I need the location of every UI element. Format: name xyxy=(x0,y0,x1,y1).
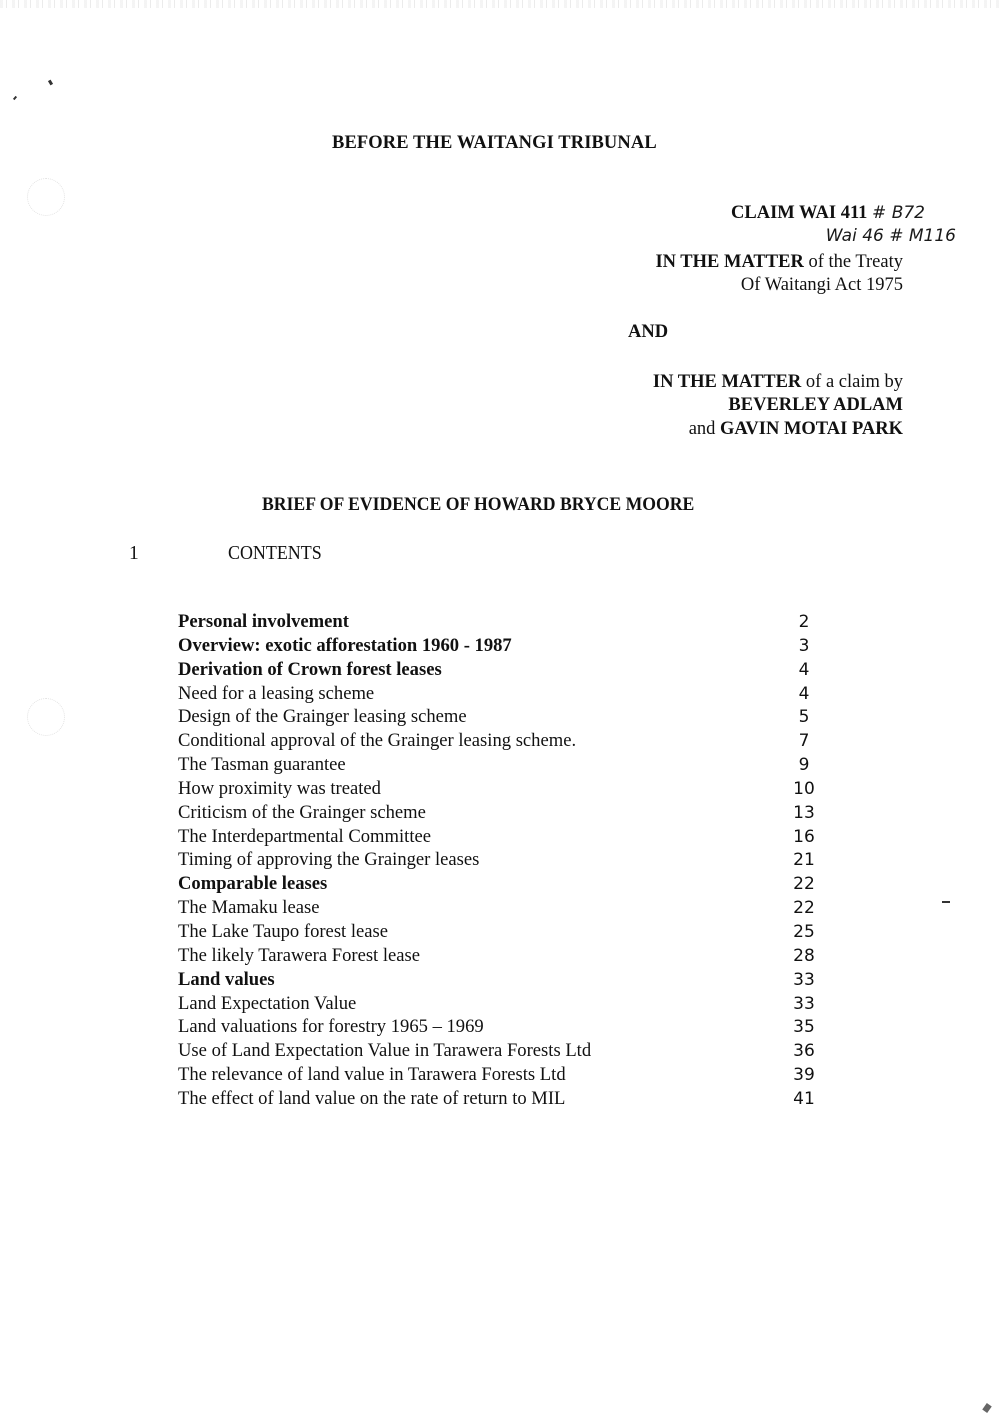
toc-label: Land Expectation Value xyxy=(178,992,357,1014)
section-number: 1 xyxy=(129,543,139,564)
matter-2-line-1 xyxy=(653,372,903,393)
tribunal-header: BEFORE THE WAITANGI TRIBUNAL xyxy=(332,133,657,153)
claim-reference: CLAIM WAI 411 xyxy=(731,203,868,223)
scan-speck xyxy=(13,96,17,100)
toc-page-number: 10 xyxy=(793,778,815,799)
toc-row xyxy=(178,992,828,1016)
toc-page-number: 41 xyxy=(793,1088,815,1109)
toc-row xyxy=(178,753,828,777)
toc-page-number: 7 xyxy=(798,731,810,752)
toc-row xyxy=(178,896,828,920)
toc-page-number: 33 xyxy=(793,969,815,990)
toc-row xyxy=(178,1087,828,1111)
toc-label: Derivation of Crown forest leases xyxy=(178,658,442,680)
toc-page-number: 4 xyxy=(798,683,810,704)
toc-row xyxy=(178,634,828,658)
toc-row xyxy=(178,729,828,753)
toc-label: Timing of approving the Grainger leases xyxy=(178,849,480,871)
toc-label: Overview: exotic afforestation 1960 - 1987 xyxy=(178,634,512,656)
toc-label: The Lake Taupo forest lease xyxy=(178,920,389,942)
toc-row xyxy=(178,848,828,872)
handwritten-annotation-1: # B72 xyxy=(872,203,925,223)
toc-row xyxy=(178,1015,828,1039)
claimant-2: GAVIN MOTAI PARK xyxy=(720,419,903,439)
toc-row xyxy=(178,658,828,682)
toc-label: Personal involvement xyxy=(178,611,349,632)
toc-row xyxy=(178,1039,828,1063)
toc-label: Need for a leasing scheme xyxy=(178,682,375,704)
toc-row xyxy=(178,682,828,706)
toc-row xyxy=(178,801,828,825)
toc-label: The effect of land value on the rate of return to MIL xyxy=(178,1087,566,1109)
matter-1-line-2: Of Waitangi Act 1975 xyxy=(740,275,903,295)
toc-row xyxy=(178,968,828,992)
toc-label: Land values xyxy=(178,968,275,990)
toc-page-number: 3 xyxy=(798,635,810,656)
toc-row xyxy=(178,1063,828,1087)
toc-page-number: 21 xyxy=(793,850,815,871)
toc-row xyxy=(178,777,828,801)
matter-2-rest: of a claim by xyxy=(801,372,903,392)
toc-row xyxy=(178,920,828,944)
toc-label: The Interdepartmental Committee xyxy=(178,825,431,847)
toc-label: Design of the Grainger leasing scheme xyxy=(178,706,467,728)
toc-label: Land valuations for forestry 1965 – 1969 xyxy=(178,1016,484,1038)
scan-speck xyxy=(982,1403,992,1413)
toc-label: The Mamaku lease xyxy=(178,897,320,919)
toc-label: The Tasman guarantee xyxy=(178,754,346,776)
handwritten-annotation-2: Wai 46 # M116 xyxy=(825,226,956,246)
toc-page-number: 22 xyxy=(793,874,815,895)
toc-page-number: 33 xyxy=(793,993,815,1014)
toc-page-number: 2 xyxy=(798,612,810,632)
toc-page-number: 4 xyxy=(798,659,810,680)
scan-speck xyxy=(942,901,950,903)
toc-label: The likely Tarawera Forest lease xyxy=(178,944,421,966)
toc-label: How proximity was treated xyxy=(178,777,381,799)
scan-edge-artifact xyxy=(0,0,1000,8)
matter-1-line-1 xyxy=(655,252,903,273)
toc-page-number: 25 xyxy=(793,921,815,942)
claimant-2-prefix: and xyxy=(688,419,721,439)
toc-page-number: 9 xyxy=(798,755,810,776)
toc-row xyxy=(178,610,828,634)
toc-row xyxy=(178,825,828,849)
conjunction-and: AND xyxy=(628,322,669,342)
toc-page-number: 13 xyxy=(793,802,815,823)
toc-page-number: 22 xyxy=(793,898,815,919)
toc-label: The relevance of land value in Tarawera Forests Ltd xyxy=(178,1064,566,1086)
claimant-1: BEVERLEY ADLAM xyxy=(728,395,903,415)
toc-row xyxy=(178,944,828,968)
toc-page-number: 5 xyxy=(798,707,810,728)
toc-label: Comparable leases xyxy=(178,873,328,895)
toc-page-number: 39 xyxy=(793,1065,815,1086)
scan-speck xyxy=(48,80,53,86)
toc-label: Conditional approval of the Grainger leasing scheme. xyxy=(178,730,577,752)
claim-reference-line xyxy=(731,203,925,224)
matter-1-rest: of the Treaty xyxy=(803,252,903,272)
toc-page-number: 16 xyxy=(793,826,815,847)
punch-hole-mark xyxy=(27,178,65,216)
matter-1-bold: IN THE MATTER xyxy=(655,252,804,272)
toc-page-number: 35 xyxy=(793,1017,815,1038)
claimant-2-line xyxy=(689,419,903,440)
toc-page-number: 28 xyxy=(793,945,815,966)
contents-heading: CONTENTS xyxy=(228,543,322,564)
punch-hole-mark xyxy=(27,698,65,736)
toc-row xyxy=(178,872,828,896)
toc-page-number: 36 xyxy=(793,1041,815,1062)
toc-label: Use of Land Expectation Value in Tarawera Forests Ltd xyxy=(178,1040,592,1062)
toc-row xyxy=(178,705,828,729)
brief-title: BRIEF OF EVIDENCE OF HOWARD BRYCE MOORE xyxy=(262,494,695,515)
matter-2-bold: IN THE MATTER xyxy=(652,372,802,392)
toc-label: Criticism of the Grainger scheme xyxy=(178,801,426,823)
table-of-contents xyxy=(178,610,828,1111)
